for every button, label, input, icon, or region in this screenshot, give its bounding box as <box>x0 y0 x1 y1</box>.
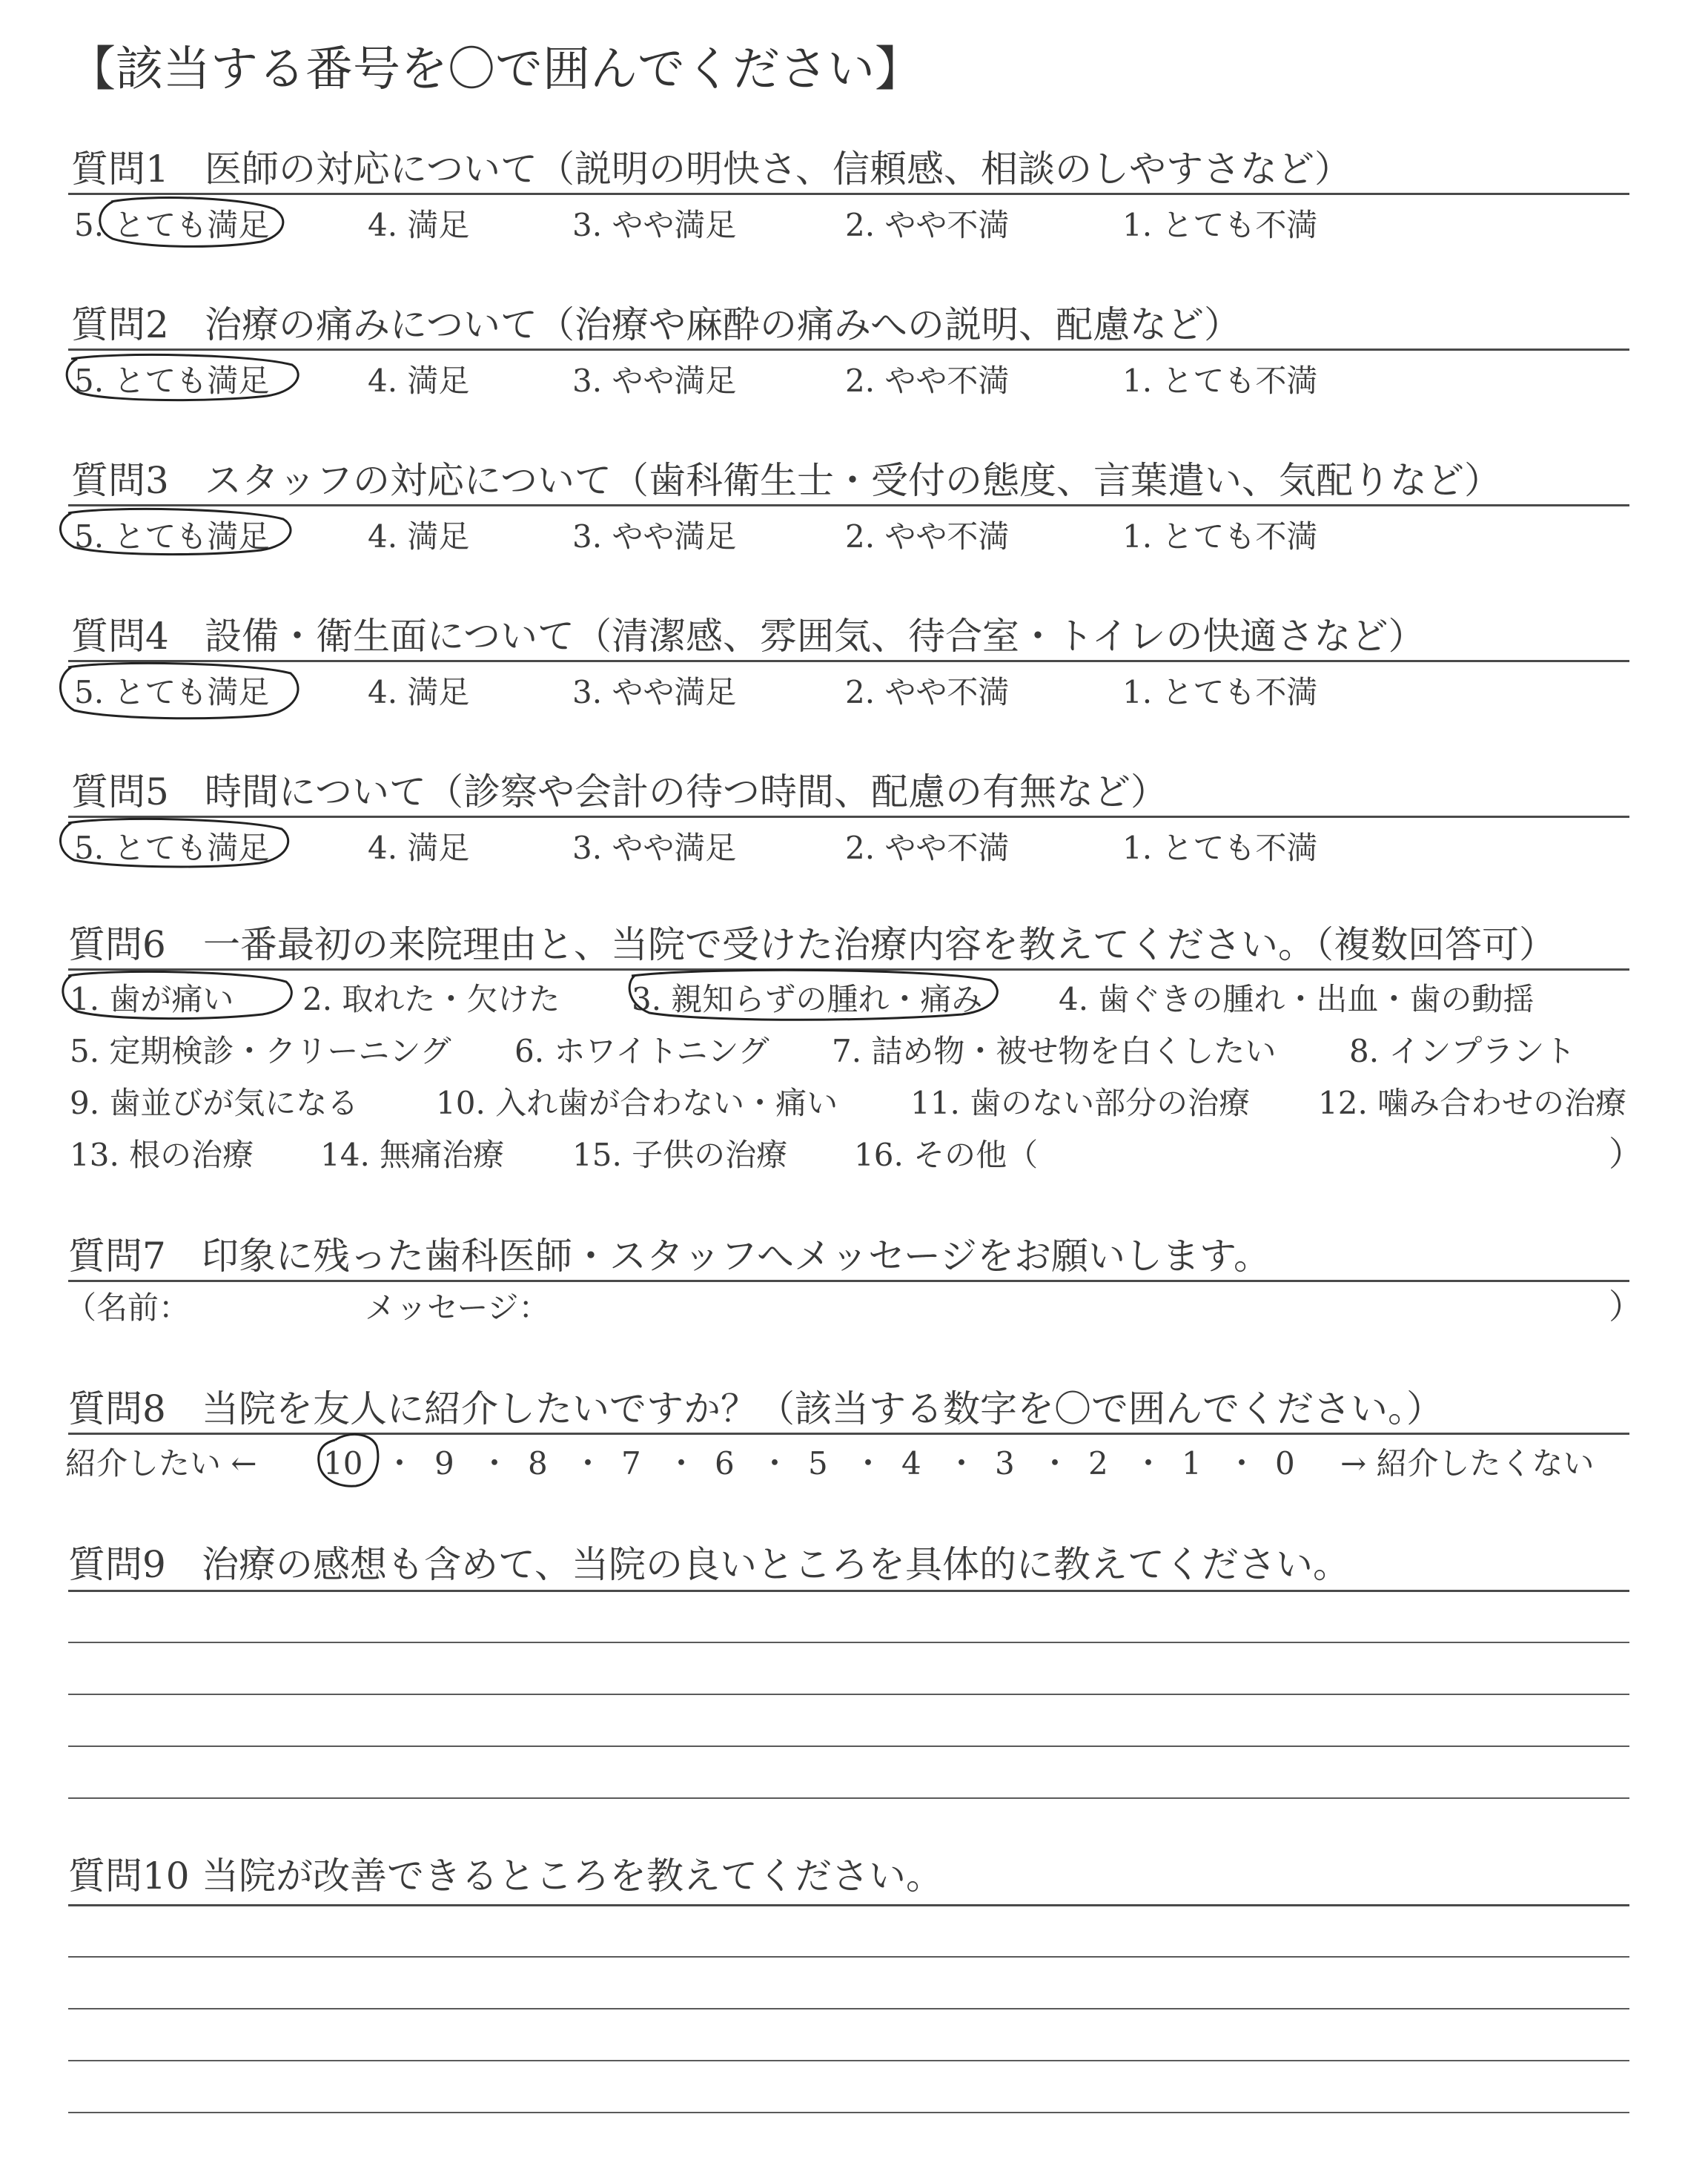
q9-answer-line[interactable] <box>68 1797 1629 1799</box>
q6-option-11[interactable]: 11. 歯のない部分の治療 <box>910 1085 1251 1121</box>
q7-label: 質問7 <box>68 1235 166 1278</box>
q6-rule <box>68 968 1629 971</box>
q6-option-13[interactable]: 13. 根の治療 <box>70 1137 254 1173</box>
q6-option-7[interactable]: 7. 詰め物・被せ物を白くしたい <box>832 1033 1277 1069</box>
q9-answer-line[interactable] <box>68 1642 1629 1643</box>
q10-label: 質問10 <box>68 1855 190 1898</box>
q2-option-1[interactable]: 1. とても不満 <box>1122 363 1318 399</box>
q5-rule <box>68 816 1629 818</box>
q3-text: スタッフの対応について（歯科衛生士・受付の態度、言葉遣い、気配りなど） <box>205 459 1501 502</box>
q6-option-12[interactable]: 12. 噛み合わせの治療 <box>1318 1085 1627 1121</box>
q9-rule <box>68 1590 1629 1592</box>
q4-option-2[interactable]: 2. やや不満 <box>845 674 1010 710</box>
q3-option-1[interactable]: 1. とても不満 <box>1122 518 1318 555</box>
q5-option-1[interactable]: 1. とても不満 <box>1122 830 1318 866</box>
q8-dot: ・ <box>1133 1445 1165 1482</box>
q1-option-2[interactable]: 2. やや不満 <box>845 207 1010 243</box>
q2-option-3[interactable]: 3. やや満足 <box>572 363 737 399</box>
q6-option-2[interactable]: 2. 取れた・欠けた <box>302 981 560 1017</box>
q1-rule <box>68 193 1629 195</box>
q8-scale-1[interactable]: 1 <box>1182 1445 1202 1482</box>
q6-option-10[interactable]: 10. 入れ歯が合わない・痛い <box>436 1085 838 1121</box>
q6-option-9[interactable]: 9. 歯並びが気になる <box>70 1085 359 1121</box>
q8-scale-9[interactable]: 9 <box>434 1445 454 1482</box>
q6-text: 一番最初の来院理由と、当院で受けた治療内容を教えてください。（複数回答可） <box>203 923 1556 966</box>
q4-text: 設備・衛生面について（清潔感、雰囲気、待合室・トイレの快適さなど） <box>205 615 1426 658</box>
q1-option-1[interactable]: 1. とても不満 <box>1122 207 1318 243</box>
q4-option-5[interactable]: 5. とても満足 <box>74 674 270 710</box>
q8-dot: ・ <box>572 1445 604 1482</box>
q3-option-5[interactable]: 5. とても満足 <box>74 518 270 555</box>
q3-label: 質問3 <box>71 459 169 502</box>
q4-option-4[interactable]: 4. 満足 <box>368 674 470 710</box>
q6-option-15[interactable]: 15. 子供の治療 <box>572 1137 788 1173</box>
q6-option-4[interactable]: 4. 歯ぐきの腫れ・出血・歯の動揺 <box>1059 981 1535 1017</box>
q6-option-8[interactable]: 8. インプラント <box>1349 1033 1576 1069</box>
q5-option-5[interactable]: 5. とても満足 <box>74 830 270 866</box>
q9-answer-line[interactable] <box>68 1694 1629 1695</box>
q9-text: 治療の感想も含めて、当院の良いところを具体的に教えてください。 <box>202 1543 1350 1586</box>
q10-answer-line[interactable] <box>68 2060 1629 2061</box>
q8-dot: ・ <box>1039 1445 1071 1482</box>
q2-label: 質問2 <box>71 303 169 346</box>
q10-answer-line[interactable] <box>68 1956 1629 1958</box>
q10-text: 当院が改善できるところを教えてください。 <box>202 1855 943 1898</box>
q7-rule <box>68 1280 1629 1282</box>
q6-option-3[interactable]: 3. 親知らずの腫れ・痛み <box>632 981 983 1017</box>
q8-scale-10[interactable]: 10 <box>323 1445 363 1482</box>
q6-label: 質問6 <box>68 923 166 966</box>
q8-dot: ・ <box>853 1445 884 1482</box>
q8-rule <box>68 1433 1629 1435</box>
q1-text: 医師の対応について（説明の明快さ、信頼感、相談のしやすさなど） <box>205 148 1351 191</box>
q6-option-16[interactable]: 16. その他（ <box>854 1137 1039 1173</box>
page-title: 【該当する番号を〇で囲んでください】 <box>68 42 922 97</box>
q1-option-4[interactable]: 4. 満足 <box>368 207 470 243</box>
q7-close: ） <box>1609 1287 1643 1327</box>
q10-answer-line[interactable] <box>68 2112 1629 2113</box>
q8-dot: ・ <box>384 1445 416 1482</box>
q5-text: 時間について（診察や会計の待つ時間、配慮の有無など） <box>205 770 1168 813</box>
q8-scale-6[interactable]: 6 <box>715 1445 735 1482</box>
q3-option-4[interactable]: 4. 満足 <box>368 518 470 555</box>
q8-right-label: → 紹介したくない <box>1340 1445 1595 1482</box>
q8-scale-3[interactable]: 3 <box>995 1445 1015 1482</box>
q5-option-3[interactable]: 3. やや満足 <box>572 830 737 866</box>
q2-text: 治療の痛みについて（治療や麻酔の痛みへの説明、配慮など） <box>205 303 1241 346</box>
q8-scale-0[interactable]: 0 <box>1275 1445 1295 1482</box>
q10-rule <box>68 1904 1629 1906</box>
q8-scale-4[interactable]: 4 <box>901 1445 921 1482</box>
q8-scale-2[interactable]: 2 <box>1088 1445 1108 1482</box>
q8-scale-7[interactable]: 7 <box>621 1445 641 1482</box>
q6-option-5[interactable]: 5. 定期検診・クリーニング <box>70 1033 451 1069</box>
q8-dot: ・ <box>946 1445 978 1482</box>
q6-option-6[interactable]: 6. ホワイトニング <box>514 1033 769 1069</box>
q6-option-1[interactable]: 1. 歯が痛い <box>70 981 234 1017</box>
q4-rule <box>68 660 1629 662</box>
q4-option-3[interactable]: 3. やや満足 <box>572 674 737 710</box>
q1-option-5[interactable]: 5. とても満足 <box>74 207 270 243</box>
q2-option-4[interactable]: 4. 満足 <box>368 363 470 399</box>
q8-text: 当院を友人に紹介したいですか？（該当する数字を〇で囲んでください。） <box>202 1387 1443 1430</box>
q10-answer-line[interactable] <box>68 2008 1629 2009</box>
q8-scale-8[interactable]: 8 <box>528 1445 548 1482</box>
q8-dot: ・ <box>1226 1445 1258 1482</box>
q8-dot: ・ <box>666 1445 698 1482</box>
q3-option-2[interactable]: 2. やや不満 <box>845 518 1010 555</box>
q1-option-3[interactable]: 3. やや満足 <box>572 207 737 243</box>
q8-left-label: 紹介したい ← <box>65 1445 257 1482</box>
q4-option-1[interactable]: 1. とても不満 <box>1122 674 1318 710</box>
q9-label: 質問9 <box>68 1543 166 1586</box>
q8-scale-5[interactable]: 5 <box>808 1445 828 1482</box>
q2-option-2[interactable]: 2. やや不満 <box>845 363 1010 399</box>
q6-other-close: ） <box>1609 1134 1643 1174</box>
q8-dot: ・ <box>479 1445 511 1482</box>
q2-option-5[interactable]: 5. とても満足 <box>74 363 270 399</box>
q8-label: 質問8 <box>68 1387 166 1430</box>
q4-label: 質問4 <box>71 615 169 658</box>
q7-message-label: メッセージ： <box>365 1289 550 1326</box>
q5-option-2[interactable]: 2. やや不満 <box>845 830 1010 866</box>
q6-option-14[interactable]: 14. 無痛治療 <box>320 1137 505 1173</box>
q5-label: 質問5 <box>71 770 169 813</box>
q1-label: 質問1 <box>71 148 169 191</box>
q5-option-4[interactable]: 4. 満足 <box>368 830 470 866</box>
q7-text: 印象に残った歯科医師・スタッフへメッセージをお願いします。 <box>202 1235 1271 1278</box>
q3-rule <box>68 504 1629 506</box>
q9-answer-line[interactable] <box>68 1745 1629 1747</box>
q3-option-3[interactable]: 3. やや満足 <box>572 518 737 555</box>
q8-dot: ・ <box>759 1445 791 1482</box>
q7-name-label: （名前： <box>65 1289 191 1326</box>
q2-rule <box>68 349 1629 351</box>
